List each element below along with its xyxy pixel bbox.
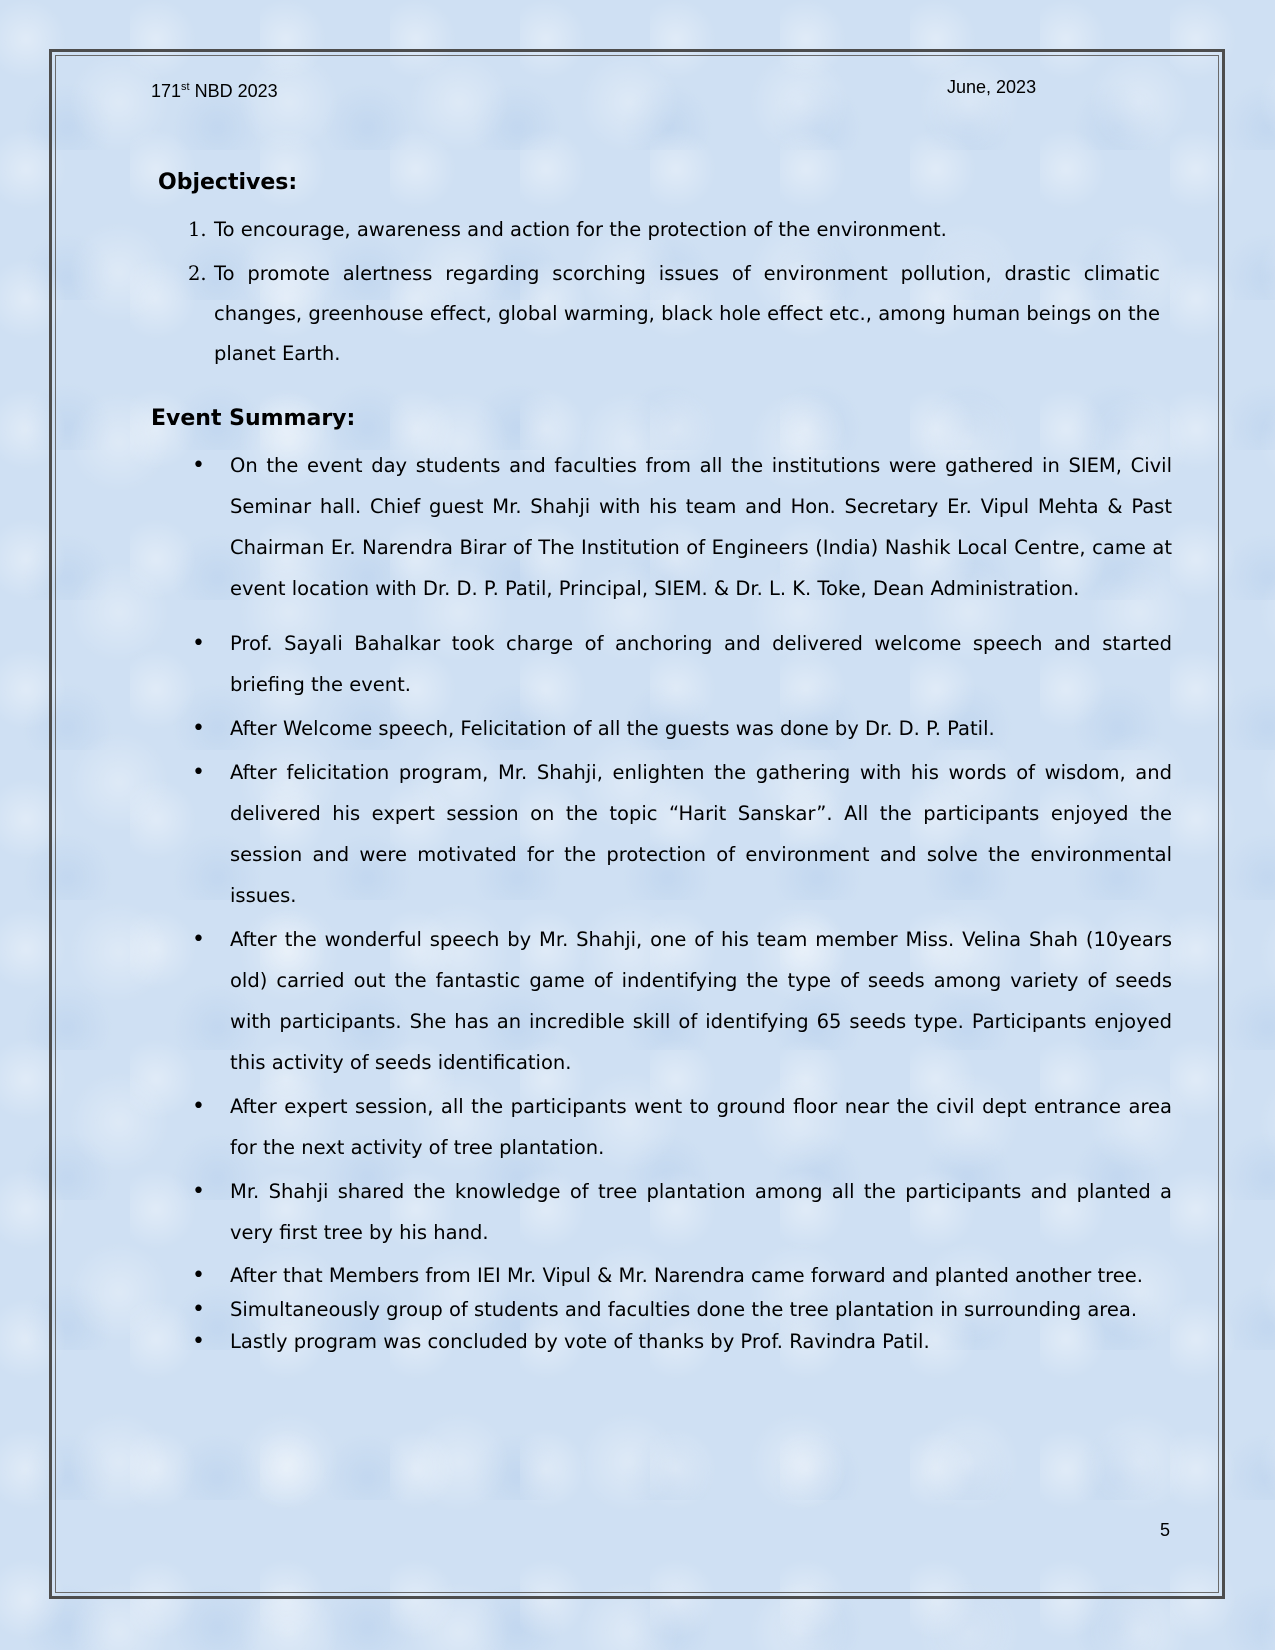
page-number: 5 [1160,1520,1171,1540]
summary-text: After felicitation program, Mr. Shahji, enlighten the gathering with his words of wisdom, and delivered his expert session on the topic “Harit Sanskar”. All the participants enjoyed the session and were motivated for the protection of environment and solve the environmental issues. [230,761,1172,907]
summary-text: Simultaneously group of students and faculties done the tree plantation in surrounding area. [230,1298,1138,1321]
objectives-list [188,210,1160,378]
header-edition [151,73,278,105]
event-summary-list [190,445,1172,1362]
summary-item [190,1171,1172,1253]
summary-item [190,623,1172,705]
objective-item [188,210,1160,250]
summary-item [190,445,1172,609]
objectives-heading: Objectives: [158,170,298,195]
bullet-icon: • [192,1263,205,1288]
objective-number: 1. [188,218,207,241]
summary-text: After the wonderful speech by Mr. Shahji, one of his team member Miss. Velina Shah (10years old) carried out the fantastic game of indentifying the type of seeds among variety of seeds with participants. She has an incredible skill of identifying 65 seeds type. Participants enjoyed this activity of seeds identification. [230,928,1172,1074]
bullet-icon: • [192,631,205,656]
event-summary-heading: Event Summary: [151,406,356,431]
summary-item [190,708,1172,749]
summary-text: After Welcome speech, Felicitation of all the guests was done by Dr. D. P. Patil. [230,717,995,740]
summary-text: Mr. Shahji shared the knowledge of tree plantation among all the participants and planted a very first tree by his hand. [230,1180,1172,1244]
summary-text: After that Members from IEI Mr. Vipul & Mr. Narendra came forward and planted another tree. [230,1264,1143,1287]
summary-text: Lastly program was concluded by vote of thanks by Prof. Ravindra Patil. [230,1330,930,1353]
summary-text: On the event day students and faculties from all the institutions were gathered in SIEM, Civil Seminar hall. Chief guest Mr. Shahji with his team and Hon. Secretary Er. Vipul Mehta & Past Chairman Er. Narendra Birar of The Institution of Engineers (India) Nashik Local Centre, came at event location with Dr. D. P. Patil, Principal, SIEM. & Dr. L. K. Toke, Dean Administration. [230,454,1172,600]
summary-item [190,1298,1172,1321]
summary-item [190,1264,1172,1287]
objective-text: To encourage, awareness and action for the protection of the environment. [214,218,947,241]
summary-item [190,1086,1172,1168]
bullet-icon: • [192,927,205,952]
summary-text: Prof. Sayali Bahalkar took charge of anchoring and delivered welcome speech and started briefing the event. [230,632,1172,696]
objective-text: To promote alertness regarding scorching issues of environment pollution, drastic climatic changes, greenhouse effect, global warming, black hole effect etc., among human beings on the planet Earth. [214,262,1160,365]
bullet-icon: • [192,760,205,785]
edition-number: 171 [151,81,182,101]
summary-item [190,1330,1172,1353]
bullet-icon: • [192,1094,205,1119]
objective-item [188,254,1160,374]
objective-number: 2. [188,262,207,285]
edition-title: NBD 2023 [189,81,278,101]
edition-suffix: st [181,81,190,93]
header-date: June, 2023 [947,77,1037,97]
bullet-icon: • [192,1179,205,1204]
bullet-icon: • [192,453,205,478]
bullet-icon: • [192,716,205,741]
bullet-icon: • [192,1329,205,1354]
summary-item [190,752,1172,916]
summary-text: After expert session, all the participants went to ground floor near the civil dept entrance area for the next activity of tree plantation. [230,1095,1172,1159]
bullet-icon: • [192,1297,205,1322]
summary-item [190,919,1172,1083]
